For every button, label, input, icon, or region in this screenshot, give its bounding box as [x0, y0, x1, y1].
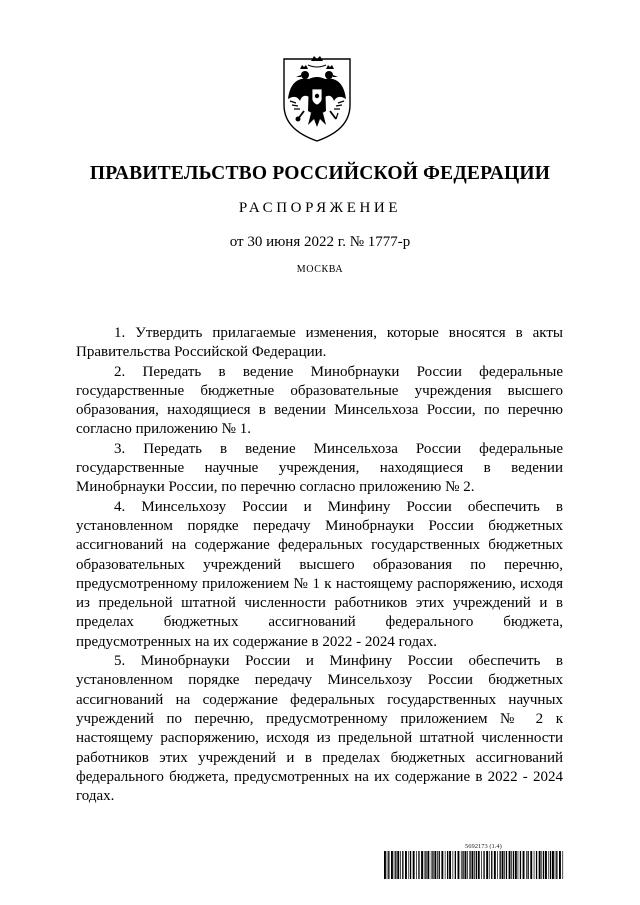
barcode-icon: [383, 851, 565, 879]
barcode-label: 5692173 (1.4): [465, 843, 502, 850]
paragraph-1: 1. Утвердить прилагаемые изменения, которые вносятся в акты Правительства Российской Федерации.: [76, 325, 563, 361]
document-type: РАСПОРЯЖЕНИЕ: [238, 200, 402, 216]
paragraph-2: 2. Передать в ведение Минобрнауки России федеральные государственные бюджетные образовательные учреждения высшего образования, находящиеся в ведении Минсельхоза России, по перечню согласно приложению № 1.: [76, 363, 563, 438]
russian-coat-of-arms-icon: [278, 55, 356, 143]
paragraph-5: 5. Минобрнауки России и Минфину России обеспечить в установленном порядке передачу Минсельхозу России бюджетных ассигнований на содержание федеральных государственных научных учреждений по перечню, предусмотренному приложением № 2 к настоящему распоряжению, исходя из предельной штатной численности работников этих учреждений и в пределах бюджетных ассигнований федерального бюджета, предусмотренных на их содержание в 2022 - 2024 годах.: [76, 653, 563, 805]
paragraph-4: 4. Минсельхозу России и Минфину России обеспечить в установленном порядке передачу Минобрнауки России бюджетных ассигнований на содержание федеральных государственных бюджетных образовательных учреждений высшего образования по перечню, предусмотренному приложением № 1 к настоящему распоряжению, исходя из предельной штатной численности работников этих учреждений и в пределах бюджетных ассигнований федерального бюджета, предусмотренных на их содержание в 2022 - 2024 годах.: [76, 498, 563, 650]
date-and-number: от 30 июня 2022 г. № 1777-р: [229, 234, 411, 250]
government-title: ПРАВИТЕЛЬСТВО РОССИЙСКОЙ ФЕДЕРАЦИИ: [89, 163, 551, 184]
paragraph-3: 3. Передать в ведение Минсельхоза России федеральные государственные научные учреждения, находящиеся в ведении Минобрнауки России, по перечню согласно приложению № 2.: [76, 440, 563, 496]
document-body: [76, 324, 563, 806]
city: МОСКВА: [296, 264, 344, 275]
